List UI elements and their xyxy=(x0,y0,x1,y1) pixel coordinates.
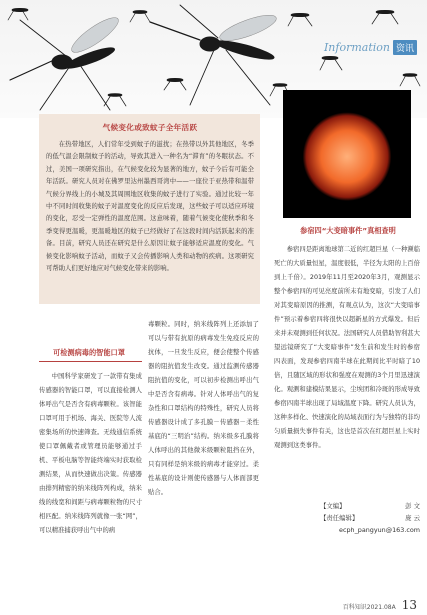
responsible-editor-label: 【责任编辑】 xyxy=(320,514,359,522)
mosquito-icon xyxy=(10,12,123,110)
section-label-zh: 资讯 xyxy=(393,40,417,55)
mosquito-icon xyxy=(320,56,342,70)
responsible-editor-name: 庞 云 xyxy=(405,514,420,522)
credit-row-editor xyxy=(320,500,420,512)
journal-issue: 百科知识2021.08A xyxy=(342,604,396,611)
mosquito-icon xyxy=(8,8,28,20)
page-number: 13 xyxy=(401,598,417,612)
mosquito-icon xyxy=(104,94,126,106)
mosquito-icon xyxy=(164,78,186,90)
section-tag xyxy=(324,38,417,56)
section-label-en: Information xyxy=(323,40,390,54)
climate-article-title: 气候变化或致蚊子全年活跃 xyxy=(102,123,198,132)
editor-name: 彭 文 xyxy=(405,502,420,510)
climate-article-body: 在热带地区，人们常年受到蚊子的滋扰；在热带以外其他地区，冬季的低气温会限制蚊子的活动，导致其进入一种名为“滞育”的冬眠状态。不过，美国一项研究指出，在气候变化较为显著的地方，蚊子今后有可能全年活跃。研究人员对在佛罗里达州墨西哥湾中——一座位于亚热带和温带气候分界线上的小城及其周围地区收集的蚊子进行了实验。通过比较一年中不同时间收集的蚊子对温度变化的反应后发现，这些蚊子可以适应环境的变化，忍受一定弹性的温度范围。这意味着，随着气候变化使秋季和冬季变得更温暖，更温暖地区的蚊子已经做好了在这段时间内活跃起来的准备。目前，研究人员还在研究是什么原因让蚊子能够适应温度的变化。气候变化影响蚊子活动，而蚊子又会传播影响人类和动物的疾病。这项研究可帮助人们更好地应对气候变化带来的影响。 xyxy=(46,141,254,273)
credits xyxy=(320,500,420,536)
mask-article-title: 可检测病毒的智能口罩 xyxy=(53,348,125,357)
mask-article-column-1: 中国科学家研发了一款带有集成传感器的智能口罩，可以直接检测人体呼出气是否含有病毒颗粒。该智能口罩可用于机场、海关、医院等人流密集场所的快速筛查。无线通信系统使口罩佩戴者或管理员能够通过手机、平板电脑等智能终端实时获取检测结果，从而快速做出决策。传感器由排列精密的纳米线阵列构成，纳米线的线宽和间距与病毒颗粒物的尺寸相匹配。纳米线阵列就像一张“网”，可以精准捕获呼出气中的病 xyxy=(39,373,142,534)
mosquito-icon xyxy=(150,5,279,105)
editor-label: 【文编】 xyxy=(320,502,346,510)
mosquito-icon xyxy=(130,11,150,23)
title-divider xyxy=(39,361,142,362)
mask-article-column-2: 毒颗粒。同时，纳米线阵列上还添加了可以与带有抗原的病毒发生免疫反应的抗体，一旦发生反应，便会使整个传感器的阻抗值发生改变。通过监测传感器阻抗值的变化，可以初步检测出呼出气中是否含有病毒。针对人体呼出气的复杂性和口罩结构的特殊性，研究人员将传感器设计成了多孔膜－传感器－柔性基底的“三明治”结构。纳米级多孔膜将人体呼出的其他微米级颗粒阻挡在外，只有同样是纳米级的病毒才能穿过。柔性基底的设计则使传感器与人体面部更贴合。 xyxy=(148,321,259,496)
credit-row-responsible xyxy=(320,512,420,524)
climate-article xyxy=(39,114,260,304)
page-footer xyxy=(343,598,417,612)
mosquito-icon xyxy=(288,13,312,26)
mosquito-icon xyxy=(400,74,420,86)
mosquito-icon xyxy=(372,10,398,24)
star-article-title: 参宿四“大变暗事件”真相查明 xyxy=(300,226,396,235)
star-article-body: 参宿四是距离地球第二近的红超巨星（一种濒临死亡的大质量恒星，温度很低，半径为太阳的上百倍到上千倍）。2019年11月至2020年3月，观测显示整个参宿四的可见亮度前所未有地变暗，引发了人们对其变暗原因的推测，有观点认为，这次“大变暗事件”预示着参宿四将很快以超新星的方式爆发。但后来并未观测到任何状况。法国研究人员借助智利甚大望远镜研究了“大变暗事件”发生前和发生时的参宿四表面，发现参宿四南半球在此期间比平时暗了10倍，且随区域的形状和强度在观测的3个月里迅速演化。观测和建模结果显示，尘埃团和冷斑的形成导致参宿四南半球出现了局域温度下降。研究人员认为，这种多样化、快速演化的局域表面行为与独特的非均匀质量损失事件有关，这也是首次在红超巨星上实时观测到这类事件。 xyxy=(274,246,420,449)
betelgeuse-photo xyxy=(283,90,411,218)
editor-email: ecph_pangyun@163.com xyxy=(339,526,420,534)
